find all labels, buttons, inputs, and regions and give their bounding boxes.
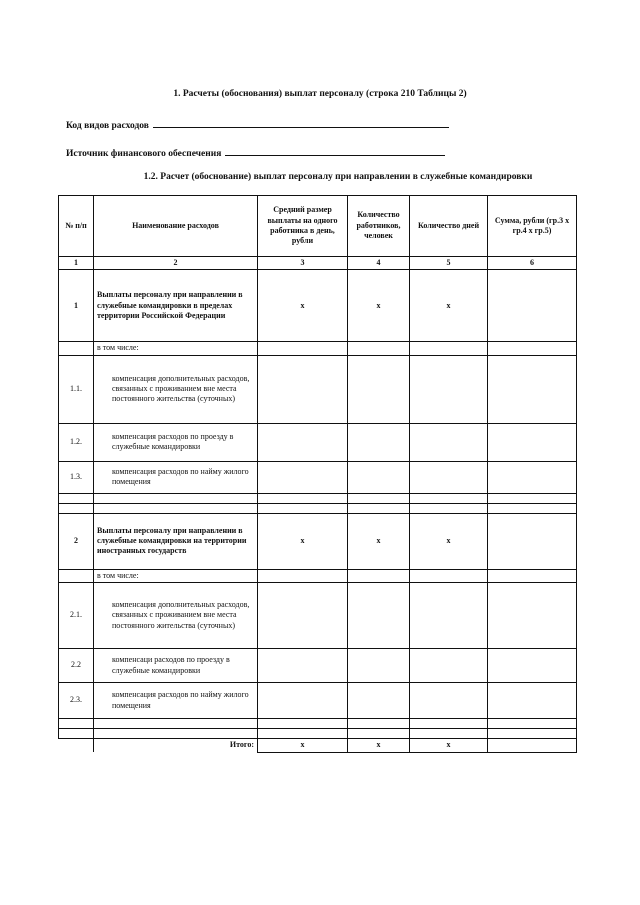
cell-value xyxy=(410,493,488,503)
expense-code-field xyxy=(66,118,449,131)
cell-value xyxy=(348,423,410,461)
cell-value xyxy=(258,461,348,493)
cell-value xyxy=(59,503,94,513)
row-number: 2.1. xyxy=(59,583,94,649)
cell-value xyxy=(488,493,577,503)
cell-value xyxy=(410,423,488,461)
cell-value xyxy=(410,719,488,729)
cell-value xyxy=(258,583,348,649)
cell-value xyxy=(59,719,94,729)
row-name: в том числе: xyxy=(94,342,258,355)
travel-expense-table xyxy=(58,195,577,753)
table-row xyxy=(59,583,577,649)
column-number: 2 xyxy=(94,257,258,270)
cell-value: х xyxy=(410,270,488,342)
column-number: 6 xyxy=(488,257,577,270)
cell-value xyxy=(348,683,410,719)
cell-value xyxy=(258,355,348,423)
cell-value: х xyxy=(348,739,410,752)
column-header: Средний размер выплаты на одного работника в день, рубли xyxy=(258,196,348,257)
cell-value xyxy=(94,729,258,739)
row-number: 2.3. xyxy=(59,683,94,719)
cell-value xyxy=(59,493,94,503)
column-header: Наименование расходов xyxy=(94,196,258,257)
funding-source-label: Источник финансового обеспечения xyxy=(66,149,222,159)
expense-code-blank-line xyxy=(153,118,449,128)
expense-code-label: Код видов расходов xyxy=(66,121,149,131)
cell-value xyxy=(488,342,577,355)
column-header: № п/п xyxy=(59,196,94,257)
cell-value: х xyxy=(258,739,348,752)
cell-value: х xyxy=(258,270,348,342)
cell-value xyxy=(59,729,94,739)
total-row xyxy=(59,739,577,752)
row-number: 1.2. xyxy=(59,423,94,461)
cell-value xyxy=(488,423,577,461)
row-name: компенсация расходов по найму жилого помещения xyxy=(94,461,258,493)
column-header: Количество дней xyxy=(410,196,488,257)
row-number: 2.2 xyxy=(59,649,94,683)
row-name: Выплаты персоналу при направлении в служебные командировки на территории иностранных государств xyxy=(94,513,258,569)
cell-value xyxy=(348,493,410,503)
funding-source-blank-line xyxy=(225,146,445,156)
cell-value xyxy=(488,461,577,493)
cell-value xyxy=(258,503,348,513)
column-header: Количество работников, человек xyxy=(348,196,410,257)
cell-value xyxy=(410,583,488,649)
cell-value xyxy=(410,503,488,513)
cell-value xyxy=(258,683,348,719)
cell-value xyxy=(94,503,258,513)
cell-value xyxy=(258,342,348,355)
header-row xyxy=(59,196,577,257)
table-row xyxy=(59,569,577,582)
total-spacer xyxy=(59,739,94,752)
cell-value xyxy=(410,461,488,493)
row-name: компенсация дополнительных расходов, связанных с проживанием вне места постоянного жительства (суточных) xyxy=(94,583,258,649)
cell-value xyxy=(348,719,410,729)
subsection-heading: 1.2. Расчет (обоснование) выплат персоналу при направлении в служебные командировки xyxy=(143,172,533,182)
row-number xyxy=(59,569,94,582)
table-row xyxy=(59,649,577,683)
column-number: 5 xyxy=(410,257,488,270)
row-name: компенсаци расходов по проезду в служебные командировки xyxy=(94,649,258,683)
table-row xyxy=(59,355,577,423)
section-heading: 1. Расчеты (обоснования) выплат персоналу (строка 210 Таблицы 2) xyxy=(173,89,467,99)
cell-value xyxy=(258,493,348,503)
row-number: 1 xyxy=(59,270,94,342)
table-row xyxy=(59,493,577,503)
cell-value xyxy=(410,355,488,423)
cell-value xyxy=(348,355,410,423)
cell-value xyxy=(488,683,577,719)
table-row xyxy=(59,503,577,513)
table-row xyxy=(59,270,577,342)
funding-source-field xyxy=(66,146,445,159)
cell-value xyxy=(258,719,348,729)
cell-value xyxy=(488,649,577,683)
table-row xyxy=(59,513,577,569)
cell-value xyxy=(410,729,488,739)
cell-value: х xyxy=(410,739,488,752)
column-number: 3 xyxy=(258,257,348,270)
table-row xyxy=(59,729,577,739)
cell-value xyxy=(410,683,488,719)
cell-value: х xyxy=(348,270,410,342)
cell-value xyxy=(258,649,348,683)
cell-value: х xyxy=(258,513,348,569)
cell-value xyxy=(488,719,577,729)
cell-value xyxy=(258,569,348,582)
cell-value xyxy=(488,355,577,423)
cell-value xyxy=(488,729,577,739)
cell-value xyxy=(410,342,488,355)
row-name: компенсация расходов по найму жилого помещения xyxy=(94,683,258,719)
cell-value xyxy=(258,729,348,739)
row-name: Выплаты персоналу при направлении в служебные командировки в пределах территории Российской Федерации xyxy=(94,270,258,342)
cell-value xyxy=(410,649,488,683)
column-number-row xyxy=(59,257,577,270)
cell-value xyxy=(488,503,577,513)
column-number: 1 xyxy=(59,257,94,270)
cell-value xyxy=(348,461,410,493)
cell-value: х xyxy=(348,513,410,569)
row-name: компенсация дополнительных расходов, связанных с проживанием вне места постоянного жительства (суточных) xyxy=(94,355,258,423)
row-number: 2 xyxy=(59,513,94,569)
cell-value: х xyxy=(410,513,488,569)
total-label: Итого: xyxy=(94,739,258,752)
cell-value xyxy=(348,729,410,739)
row-name: в том числе: xyxy=(94,569,258,582)
cell-value xyxy=(410,569,488,582)
cell-value xyxy=(488,513,577,569)
table-row xyxy=(59,719,577,729)
cell-value xyxy=(488,739,577,752)
table-row xyxy=(59,461,577,493)
cell-value xyxy=(258,423,348,461)
table-row xyxy=(59,683,577,719)
table-row xyxy=(59,423,577,461)
column-number: 4 xyxy=(348,257,410,270)
cell-value xyxy=(348,569,410,582)
cell-value xyxy=(348,583,410,649)
cell-value xyxy=(94,493,258,503)
row-name: компенсация расходов по проезду в служебные командировки xyxy=(94,423,258,461)
column-header: Сумма, рубли (гр.3 х гр.4 х гр.5) xyxy=(488,196,577,257)
cell-value xyxy=(348,342,410,355)
cell-value xyxy=(488,270,577,342)
row-number xyxy=(59,342,94,355)
cell-value xyxy=(348,503,410,513)
cell-value xyxy=(488,583,577,649)
cell-value xyxy=(488,569,577,582)
cell-value xyxy=(348,649,410,683)
cell-value xyxy=(94,719,258,729)
row-number: 1.3. xyxy=(59,461,94,493)
table-row xyxy=(59,342,577,355)
row-number: 1.1. xyxy=(59,355,94,423)
